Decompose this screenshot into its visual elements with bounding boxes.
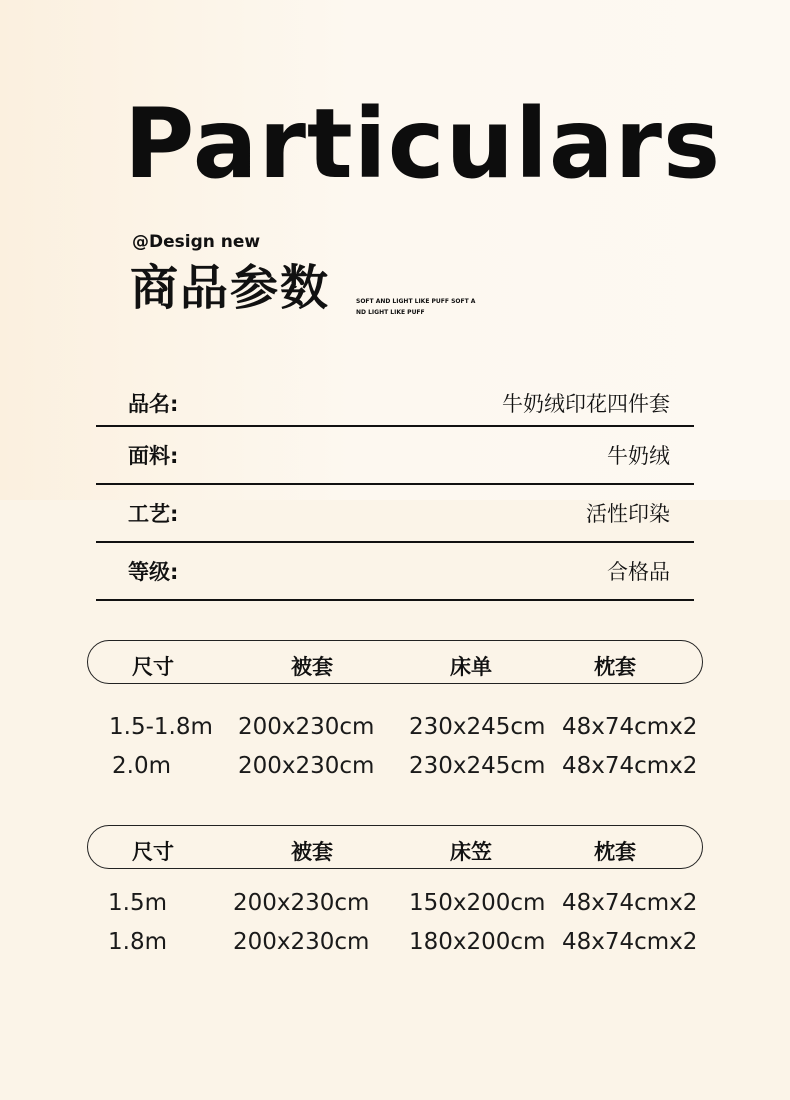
size-table-fitted (87, 825, 703, 968)
page-title: Particulars (124, 88, 722, 200)
spec-value: 牛奶绒 (607, 444, 670, 468)
table-cell: 2.0m (112, 753, 171, 779)
spec-row-fabric (96, 427, 694, 485)
spec-value: 牛奶绒印花四件套 (502, 391, 670, 416)
design-tag: @Design new (132, 232, 261, 252)
header-cell: 尺寸 (132, 655, 174, 679)
table-cell: 180x200cm (409, 929, 546, 955)
table-cell: 200x230cm (238, 753, 375, 779)
table-cell: 1.5-1.8m (109, 714, 213, 740)
table-row (87, 753, 703, 792)
table-cell: 48x74cmx2 (562, 714, 698, 740)
spec-label: 工艺: (128, 502, 179, 526)
table-cell: 230x245cm (409, 714, 546, 740)
spec-label: 面料: (128, 444, 179, 468)
spec-value: 活性印染 (586, 502, 670, 526)
table-header (87, 640, 703, 684)
table-row (87, 714, 703, 753)
table-cell: 48x74cmx2 (562, 929, 698, 955)
table-row (87, 929, 703, 968)
header-cell: 尺寸 (132, 840, 174, 864)
table-cell: 48x74cmx2 (562, 890, 698, 916)
section-title: 商品参数 (130, 260, 331, 316)
spec-value: 合格品 (607, 560, 670, 584)
spec-label: 等级: (128, 560, 179, 584)
table-row (87, 890, 703, 929)
tagline: SOFT AND LIGHT LIKE PUFF SOFT AND LIGHT LIKE PUFF (356, 298, 476, 316)
header-cell: 床单 (450, 655, 492, 679)
spec-row-craft (96, 485, 694, 543)
spec-label: 品名: (128, 391, 179, 416)
table-cell: 1.5m (108, 890, 167, 916)
header-cell: 床笠 (450, 840, 492, 864)
spec-row-name (96, 380, 694, 427)
table-cell: 48x74cmx2 (562, 753, 698, 779)
size-table-sheet (87, 640, 703, 792)
header-cell: 枕套 (594, 655, 636, 679)
header-cell: 被套 (291, 655, 333, 679)
table-cell: 150x200cm (409, 890, 546, 916)
spec-row-grade (96, 543, 694, 601)
table-cell: 1.8m (108, 929, 167, 955)
table-cell: 230x245cm (409, 753, 546, 779)
table-cell: 200x230cm (233, 890, 370, 916)
table-cell: 200x230cm (238, 714, 375, 740)
header-cell: 枕套 (594, 840, 636, 864)
table-cell: 200x230cm (233, 929, 370, 955)
spec-list (96, 380, 694, 601)
header-cell: 被套 (291, 840, 333, 864)
table-header (87, 825, 703, 869)
